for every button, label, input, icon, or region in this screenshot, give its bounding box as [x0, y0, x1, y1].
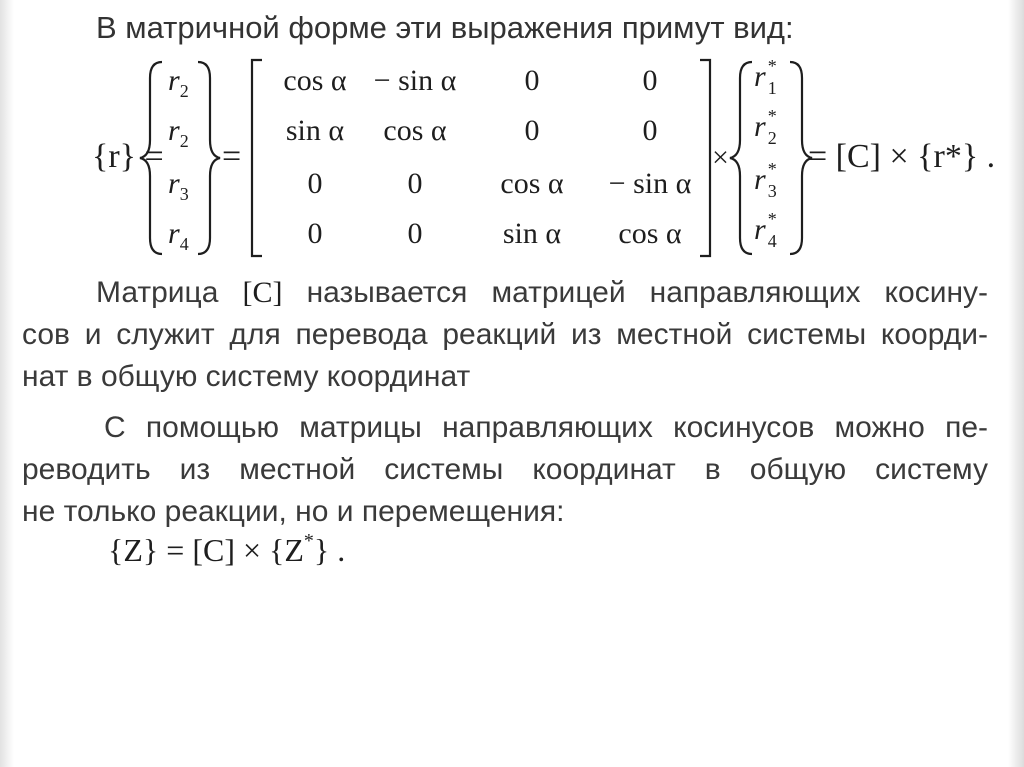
right-vector-entry-1: r * 1: [754, 56, 777, 98]
matrix-cell-1-1: cos α: [283, 64, 347, 97]
matrix-cell-1-3: 0: [524, 64, 540, 97]
matrix-cell-2-1: sin α: [285, 114, 345, 147]
matrix-cell-4-4: cos α: [618, 217, 682, 250]
paragraph-2-line-2: реводить из местной системы координат в общую систему: [22, 453, 988, 486]
right-vector: [754, 56, 777, 251]
matrix-cell-2-3: 0: [524, 114, 540, 147]
paragraph-1-line-1: [96, 272, 988, 314]
left-vector-entry-4: $r_4$: [168, 217, 189, 254]
left-vector: [168, 64, 189, 254]
paragraph-2-line-3: не только реакции, но и перемещения:: [22, 495, 565, 528]
displacement-star: *: [303, 530, 314, 552]
matrix-cell-2-2: cos α: [383, 114, 447, 147]
displacement-equation-left: {Z} = [C] × {Z: [108, 532, 304, 568]
times-sign: ×: [712, 141, 729, 174]
right-vector-entry-3: r * 3: [754, 159, 777, 201]
matrix-cell-1-2: − sin α: [373, 64, 457, 97]
displacement-equation-right: } .: [313, 532, 346, 568]
left-vector-entry-3: $r_3$: [168, 167, 189, 204]
paragraph-1-suffix: называется матрицей направляющих косину-: [306, 276, 989, 309]
equation-rhs: = [C] × {r*} .: [808, 138, 996, 175]
right-vector-entry-4: r * 4: [754, 209, 777, 251]
matrix-cell-2-4: 0: [642, 114, 658, 147]
heading-text: В матричной форме эти выражения примут вид:: [96, 10, 794, 45]
matrix-cell-3-2: 0: [407, 167, 423, 200]
left-vector-entry-2: $r_2$: [168, 114, 189, 151]
matrix-cell-3-3: cos α: [500, 167, 564, 200]
right-vector-entry-2: r * 2: [754, 106, 777, 148]
matrix-cell-4-2: 0: [407, 217, 423, 250]
matrix-cell-1-4: 0: [642, 64, 658, 97]
paragraph-1-line-3: нат в общую систему координат: [22, 360, 471, 393]
rotation-matrix: [283, 64, 691, 250]
paragraph-1-line-2: сов и служит для перевода реакций из местной системы коорди-: [22, 318, 988, 351]
left-vector-entry-1: $r_2$: [168, 64, 189, 101]
paragraph-1-prefix: Матрица: [96, 276, 219, 309]
matrix-cell-3-4: − sin α: [608, 167, 692, 200]
matrix-symbol: [C]: [242, 276, 283, 309]
matrix-equation: [0, 0, 1024, 280]
displacement-equation: [108, 530, 345, 569]
equals-sign: =: [222, 138, 242, 175]
equation-lhs: {r} =: [92, 138, 164, 175]
matrix-cell-4-3: sin α: [502, 217, 562, 250]
matrix-cell-4-1: 0: [307, 217, 323, 250]
paragraph-2-line-1: С помощью матрицы направляющих косинусов можно пе-: [104, 411, 988, 444]
matrix-cell-3-1: 0: [307, 167, 323, 200]
